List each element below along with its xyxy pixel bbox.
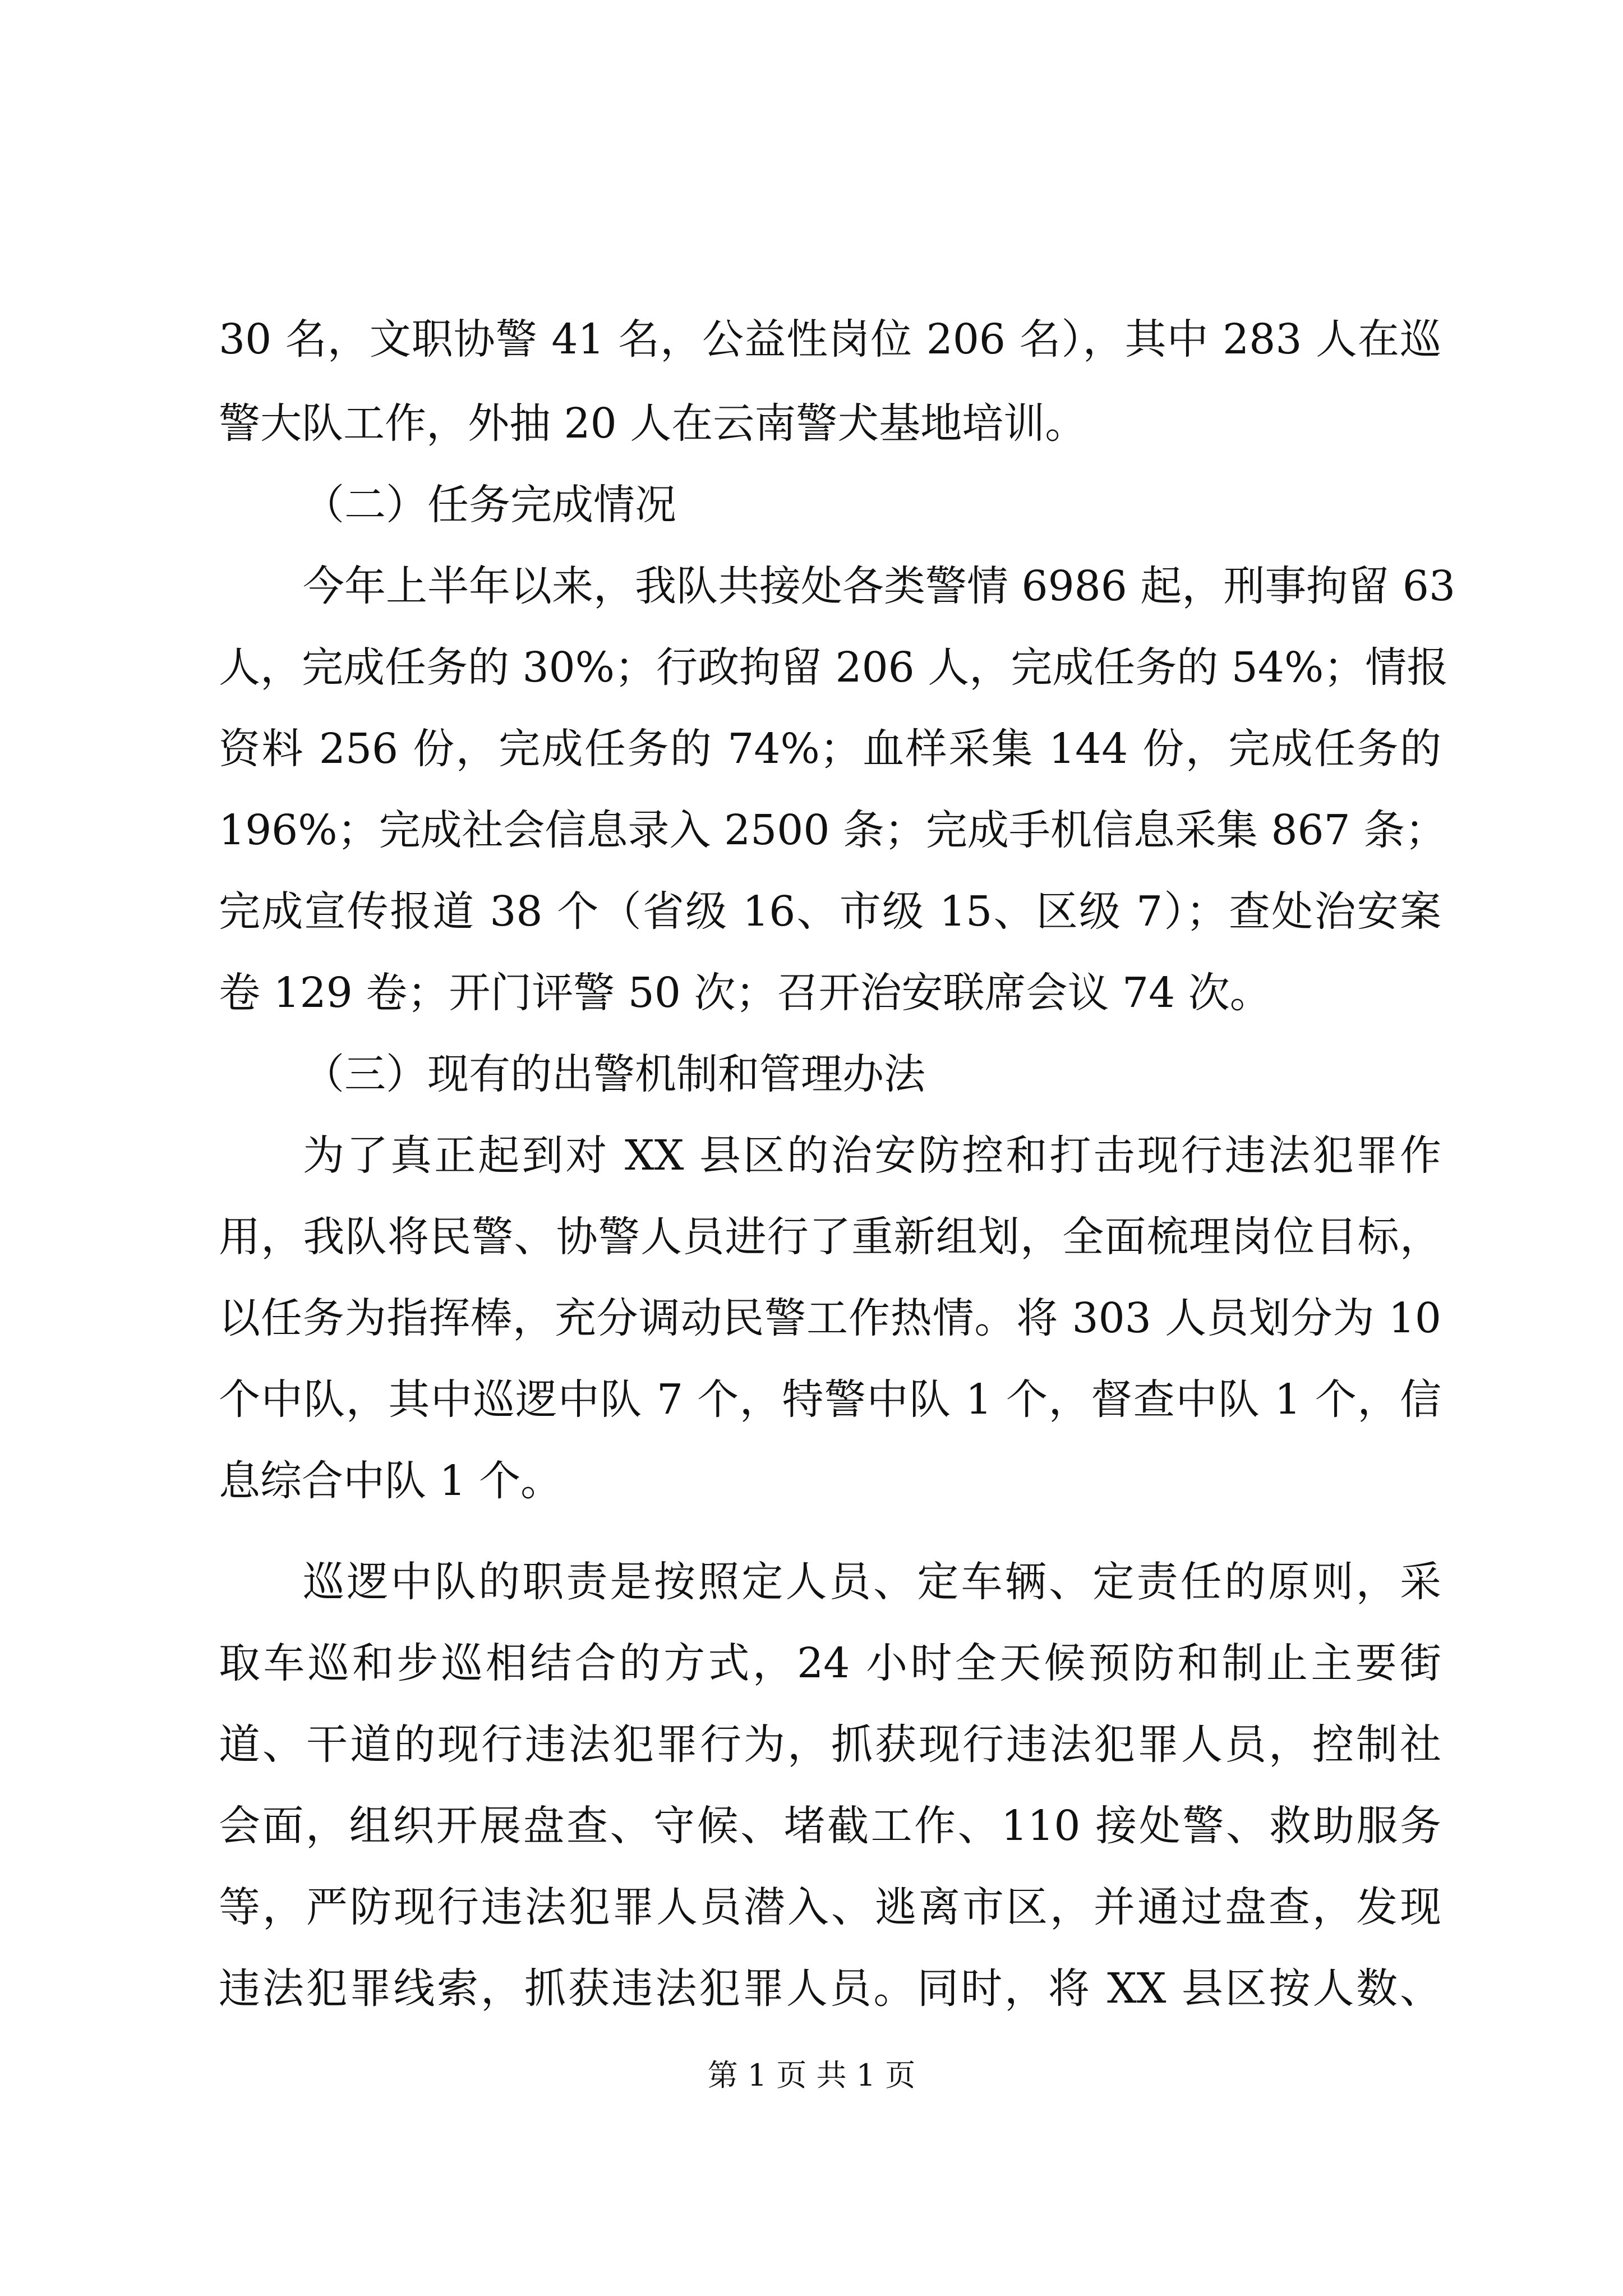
- text-line-20: 等，严防现行违法犯罪人员潜入、逃离市区，并通过盘查，发现: [219, 1883, 1441, 1931]
- text-line-1: 30 名，文职协警 41 名，公益性岗位 206 名），其中 283 人在巡: [219, 315, 1441, 364]
- text-line-13: 以任务为指挥棒，充分调动民警工作热情。将 303 人员划分为 10: [219, 1294, 1441, 1342]
- text-line-7: 196%；完成社会信息录入 2500 条；完成手机信息采集 867 条；: [219, 806, 1447, 854]
- section-heading-3: （三）现有的出警机制和管理办法: [303, 1050, 925, 1098]
- text-line-8: 完成宣传报道 38 个（省级 16、市级 15、区级 7）；查处治安案: [219, 887, 1441, 936]
- text-line-14: 个中队，其中巡逻中队 7 个，特警中队 1 个，督查中队 1 个，信: [219, 1375, 1441, 1424]
- text-line-11: 为了真正起到对 XX 县区的治安防控和打击现行违法犯罪作: [303, 1131, 1441, 1180]
- text-line-9: 卷 129 卷；开门评警 50 次；召开治安联席会议 74 次。: [219, 969, 1271, 1017]
- text-line-17: 取车巡和步巡相结合的方式，24 小时全天候预防和制止主要街: [219, 1639, 1441, 1687]
- text-line-4: 今年上半年以来，我队共接处各类警情 6986 起，刑事拘留 63: [303, 562, 1456, 610]
- section-heading-2: （二）任务完成情况: [303, 481, 676, 529]
- text-line-6: 资料 256 份，完成任务的 74%；血样采集 144 份，完成任务的: [219, 725, 1441, 773]
- text-line-19: 会面，组织开展盘查、守候、堵截工作、110 接处警、救助服务: [219, 1802, 1441, 1850]
- text-line-15: 息综合中队 1 个。: [219, 1457, 562, 1505]
- text-line-16: 巡逻中队的职责是按照定人员、定车辆、定责任的原则，采: [303, 1558, 1441, 1606]
- text-line-12: 用，我队将民警、协警人员进行了重新组划，全面梳理岗位目标，: [219, 1213, 1441, 1261]
- page-footer: 第 1 页 共 1 页: [707, 2058, 916, 2093]
- text-line-21: 违法犯罪线索，抓获违法犯罪人员。同时，将 XX 县区按人数、: [219, 1964, 1441, 2013]
- text-line-18: 道、干道的现行违法犯罪行为，抓获现行违法犯罪人员，控制社: [219, 1720, 1441, 1769]
- text-line-2: 警大队工作，外抽 20 人在云南警犬基地培训。: [219, 399, 1087, 448]
- text-line-5: 人，完成任务的 30%；行政拘留 206 人，完成任务的 54%；情报: [219, 643, 1449, 692]
